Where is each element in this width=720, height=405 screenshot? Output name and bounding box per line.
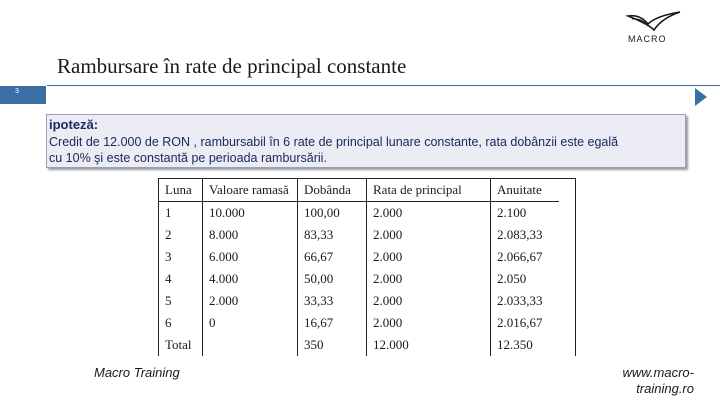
slide-number: 3 — [15, 88, 19, 95]
cell-anuitate: 2.050 — [491, 268, 560, 290]
table-row — [159, 312, 559, 334]
cell-dobanda: 50,00 — [298, 268, 367, 290]
repayment-table — [159, 179, 559, 356]
cell-rata: 2.000 — [367, 268, 491, 290]
header-anuitate: Anuitate — [491, 179, 560, 202]
table-row — [159, 290, 559, 312]
table-row — [159, 202, 559, 225]
title-divider — [47, 85, 720, 86]
table-row — [159, 268, 559, 290]
cell-total-rata: 12.000 — [367, 334, 491, 356]
hypothesis-heading: ipoteză: — [49, 117, 99, 132]
cell-anuitate: 2.100 — [491, 202, 560, 225]
table-row — [159, 246, 559, 268]
cell-dobanda: 33,33 — [298, 290, 367, 312]
cell-valoare — [203, 334, 298, 356]
footer-website — [600, 365, 694, 397]
header-valoare-ramasa: Valoare ramasă — [203, 179, 298, 202]
cell-anuitate: 2.016,67 — [491, 312, 560, 334]
hypothesis-line-2: cu 10% şi este constantă pe perioada rambursării. — [49, 151, 327, 165]
cell-luna: 4 — [165, 271, 172, 286]
cell-dobanda: 16,67 — [298, 312, 367, 334]
cell-luna: 3 — [165, 249, 172, 264]
cell-luna: 1 — [165, 205, 172, 220]
cell-anuitate: 2.033,33 — [491, 290, 560, 312]
cell-luna: 6 — [165, 315, 172, 330]
table-header-row — [159, 179, 559, 202]
slide-number-box — [0, 86, 46, 104]
cell-total-anuitate: 12.350 — [491, 334, 560, 356]
cell-rata: 2.000 — [367, 246, 491, 268]
cell-valoare: 0 — [203, 312, 298, 334]
cell-dobanda: 83,33 — [298, 224, 367, 246]
cell-anuitate: 2.083,33 — [491, 224, 560, 246]
logo-text: MACRO — [628, 34, 667, 44]
repayment-table-frame — [158, 178, 576, 356]
cell-anuitate: 2.066,67 — [491, 246, 560, 268]
footer-company: Macro Training — [94, 365, 180, 380]
cell-rata: 2.000 — [367, 202, 491, 225]
cell-rata: 2.000 — [367, 290, 491, 312]
footer-website-line-1: www.macro- — [622, 365, 694, 380]
cell-luna: 5 — [165, 293, 172, 308]
table-row — [159, 224, 559, 246]
hypothesis-box — [46, 114, 686, 168]
wing-logo-icon — [622, 10, 684, 36]
cell-valoare: 8.000 — [203, 224, 298, 246]
cell-valoare: 2.000 — [203, 290, 298, 312]
cell-valoare: 4.000 — [203, 268, 298, 290]
header-luna: Luna — [159, 179, 203, 202]
table-total-row — [159, 334, 559, 356]
cell-rata: 2.000 — [367, 312, 491, 334]
footer-website-line-2: training.ro — [636, 381, 694, 396]
next-arrow-icon[interactable] — [695, 88, 707, 106]
cell-total-label: Total — [165, 337, 192, 352]
cell-valoare: 10.000 — [203, 202, 298, 225]
header-dobanda: Dobânda — [298, 179, 367, 202]
slide-title: Rambursare în rate de principal constante — [57, 54, 407, 78]
cell-rata: 2.000 — [367, 224, 491, 246]
cell-dobanda: 66,67 — [298, 246, 367, 268]
cell-luna: 2 — [165, 227, 172, 242]
hypothesis-line-1: Credit de 12.000 de RON , rambursabil în 6 rate de principal lunare constante, rata dobânzii este egală — [49, 135, 619, 149]
cell-valoare: 6.000 — [203, 246, 298, 268]
header-rata-principal: Rata de principal — [367, 179, 491, 202]
cell-total-dobanda: 350 — [298, 334, 367, 356]
cell-dobanda: 100,00 — [298, 202, 367, 225]
